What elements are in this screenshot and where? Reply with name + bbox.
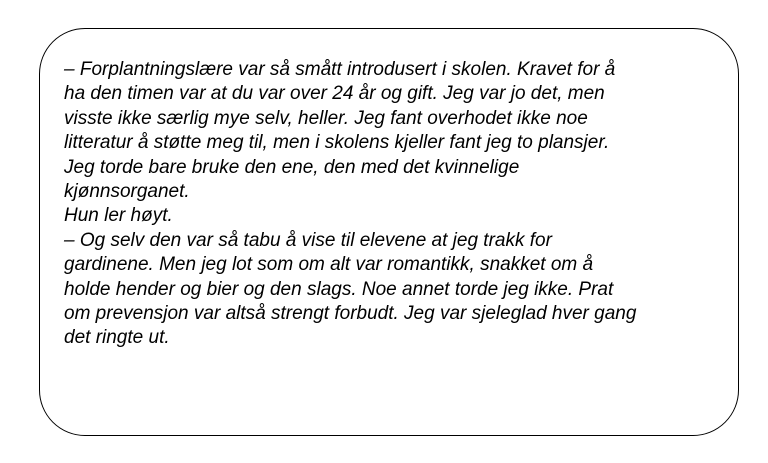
text-line: holde hender og bier og den slags. Noe annet torde jeg ikke. Prat [64, 278, 614, 300]
text-line: kjønnsorganet. [64, 181, 190, 203]
text-line: – Og selv den var så tabu å vise til elevene at jeg trakk for [64, 229, 552, 251]
text-line: gardinene. Men jeg lot som om alt var romantikk, snakket om å [64, 254, 594, 276]
quote-text [64, 58, 734, 351]
text-line: det ringte ut. [64, 327, 170, 349]
text-line: visste ikke særlig mye selv, heller. Jeg fant overhodet ikke noe [64, 107, 588, 129]
text-line: – Forplantningslære var så smått introdusert i skolen. Kravet for å [64, 59, 616, 80]
text-line: ha den timen var at du var over 24 år og gift. Jeg var jo det, men [64, 83, 605, 105]
text-line: litteratur å støtte meg til, men i skolens kjeller fant jeg to plansjer. [64, 132, 610, 154]
text-line: om prevensjon var altså strengt forbudt. Jeg var sjeleglad hver gang [64, 303, 637, 325]
text-line: Jeg torde bare bruke den ene, den med det kvinnelige [64, 156, 520, 178]
text-line: Hun ler høyt. [64, 205, 173, 227]
